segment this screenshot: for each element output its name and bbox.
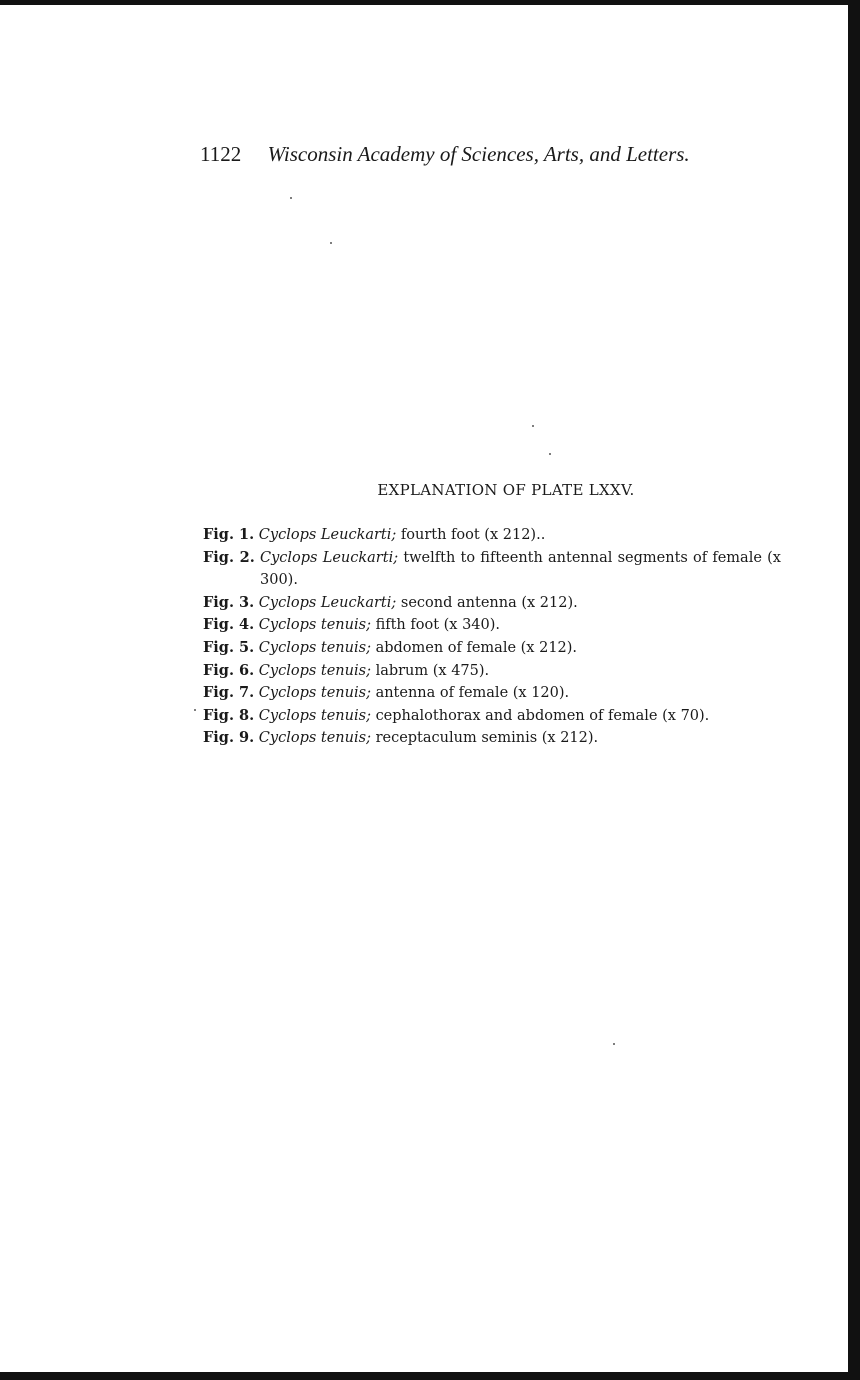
figure-label: Fig. 8. (203, 706, 255, 724)
figure-species: Cyclops Leuckarti; (258, 527, 397, 543)
scan-border-bottom (0, 1372, 860, 1380)
figure-species: Cyclops tenuis; (258, 707, 371, 724)
figure-item (203, 660, 781, 683)
figure-species: Cyclops tenuis; (258, 639, 371, 656)
figure-description: receptaculum seminis (x 212). (375, 730, 599, 747)
scan-speck (290, 197, 292, 199)
figure-label: Fig. 6. (203, 661, 255, 679)
figure-description: cephalothorax and abdomen of female (x 70). (375, 707, 710, 724)
figure-explanation-list (203, 524, 781, 750)
scan-speck (330, 242, 332, 244)
figure-item (203, 705, 781, 728)
figure-label: Fig. 1. (203, 526, 255, 543)
journal-title: Wisconsin Academy of Sciences, Arts, and Letters. (267, 142, 690, 166)
figure-species: Cyclops tenuis; (258, 662, 371, 679)
figure-description: labrum (x 475). (375, 662, 490, 679)
figure-item (203, 614, 781, 637)
figure-species: Cyclops tenuis; (258, 685, 371, 702)
figure-species: Cyclops tenuis; (258, 730, 371, 747)
figure-description: fifth foot (x 340). (375, 617, 501, 634)
figure-label: Fig. 2. (203, 548, 255, 566)
plate-heading: EXPLANATION OF PLATE LXXV. (377, 481, 635, 499)
figure-item (203, 637, 781, 660)
figure-species: Cyclops tenuis; (258, 617, 371, 634)
figure-species: Cyclops Leuckarti; (258, 594, 397, 611)
figure-label: Fig. 7. (203, 684, 255, 702)
figure-description: twelfth to fifteenth antennal segments of female (x 300). (260, 549, 781, 589)
figure-item (203, 524, 781, 547)
figure-description: abdomen of female (x 212). (375, 639, 578, 656)
figure-item (203, 547, 781, 592)
figure-description: antenna of female (x 120). (375, 685, 570, 702)
scan-speck (549, 453, 551, 455)
figure-species: Cyclops Leuckarti; (260, 549, 399, 566)
figure-item (203, 727, 781, 750)
figure-label: Fig. 3. (203, 593, 255, 611)
page-number: 1122 (200, 142, 242, 166)
scan-border-right (848, 0, 860, 1380)
figure-label: Fig. 9. (203, 729, 255, 747)
figure-label: Fig. 5. (203, 638, 255, 656)
figure-description: fourth foot (x 212).. (400, 527, 546, 543)
figure-label: Fig. 4. (203, 616, 255, 634)
figure-item (203, 592, 781, 615)
scan-speck (613, 1043, 615, 1045)
figure-description: second antenna (x 212). (400, 594, 578, 611)
scan-speck (532, 425, 534, 427)
scan-speck (194, 709, 196, 711)
figure-item (203, 682, 781, 705)
running-head (200, 142, 760, 167)
